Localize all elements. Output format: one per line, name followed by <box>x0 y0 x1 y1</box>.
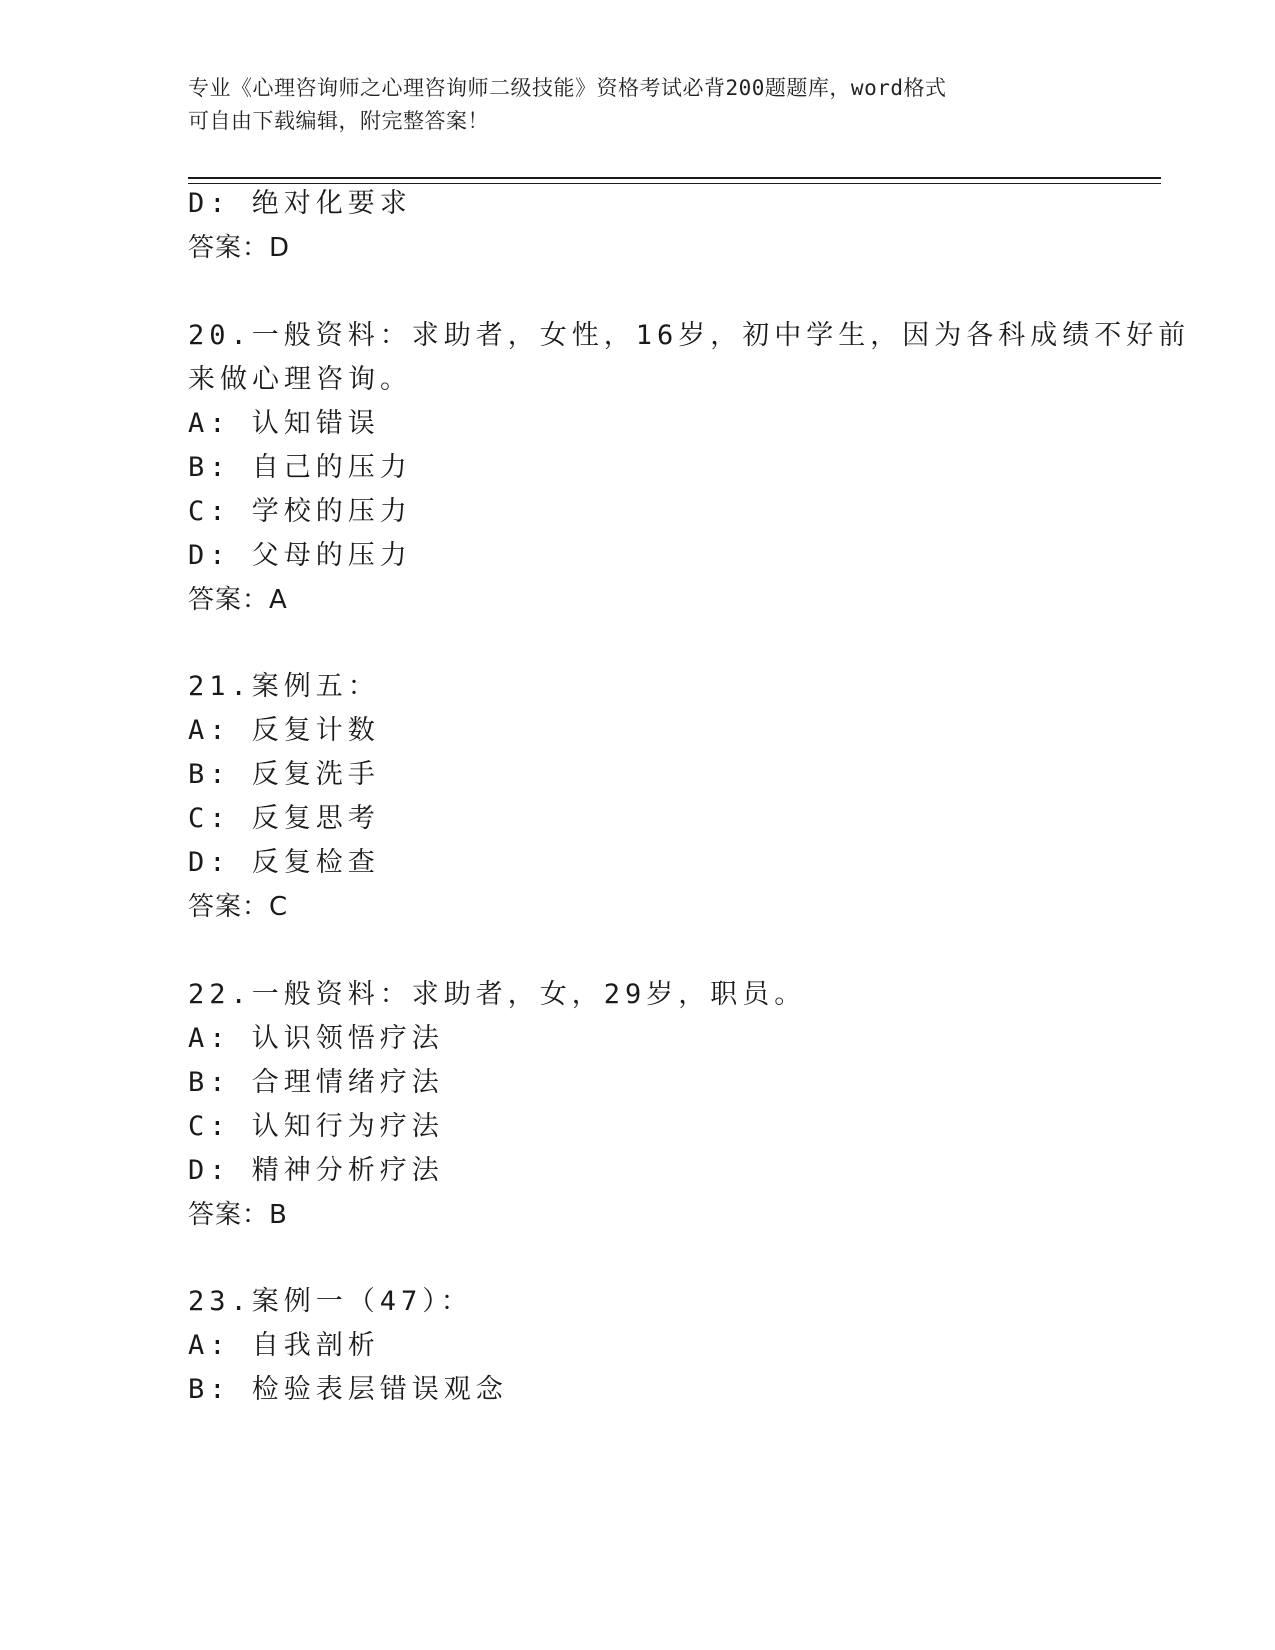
header-divider-bottom <box>188 183 1161 184</box>
question-stem: 22.一般资料：求助者，女，29岁，职员。 <box>188 979 807 1010</box>
option-a: A: 反复计数 <box>188 715 380 746</box>
option-d: D: 反复检查 <box>188 847 380 878</box>
option-b: B: 自己的压力 <box>188 452 412 483</box>
option-d: D: 绝对化要求 <box>188 188 412 219</box>
option-b: B: 合理情绪疗法 <box>188 1067 444 1098</box>
answer-line: 答案：C <box>188 892 289 922</box>
header-divider-top <box>188 177 1161 179</box>
answer-line: 答案：D <box>188 233 291 263</box>
option-a: A: 认知错误 <box>188 408 380 439</box>
option-d: D: 父母的压力 <box>188 540 412 571</box>
document-header <box>188 72 1088 138</box>
option-a: A: 自我剖析 <box>188 1330 380 1361</box>
question-stem: 20.一般资料：求助者，女性，16岁，初中学生，因为各科成绩不好前 <box>188 320 1191 351</box>
answer-line: 答案：A <box>188 585 288 615</box>
answer-line: 答案：B <box>188 1200 288 1230</box>
option-b: B: 检验表层错误观念 <box>188 1374 508 1405</box>
header-line-1: 专业《心理咨询师之心理咨询师二级技能》资格考试必背200题题库，word格式 <box>188 76 947 100</box>
question-stem: 21.案例五： <box>188 671 380 702</box>
option-a: A: 认识领悟疗法 <box>188 1023 444 1054</box>
option-c: C: 认知行为疗法 <box>188 1111 444 1142</box>
option-b: B: 反复洗手 <box>188 759 380 790</box>
question-stem: 23.案例一（47）： <box>188 1286 473 1317</box>
option-d: D: 精神分析疗法 <box>188 1155 444 1186</box>
question-stem-continued: 来做心理咨询。 <box>188 364 412 395</box>
option-c: C: 反复思考 <box>188 803 380 834</box>
header-line-2: 可自由下载编辑，附完整答案！ <box>188 109 489 133</box>
option-c: C: 学校的压力 <box>188 496 412 527</box>
